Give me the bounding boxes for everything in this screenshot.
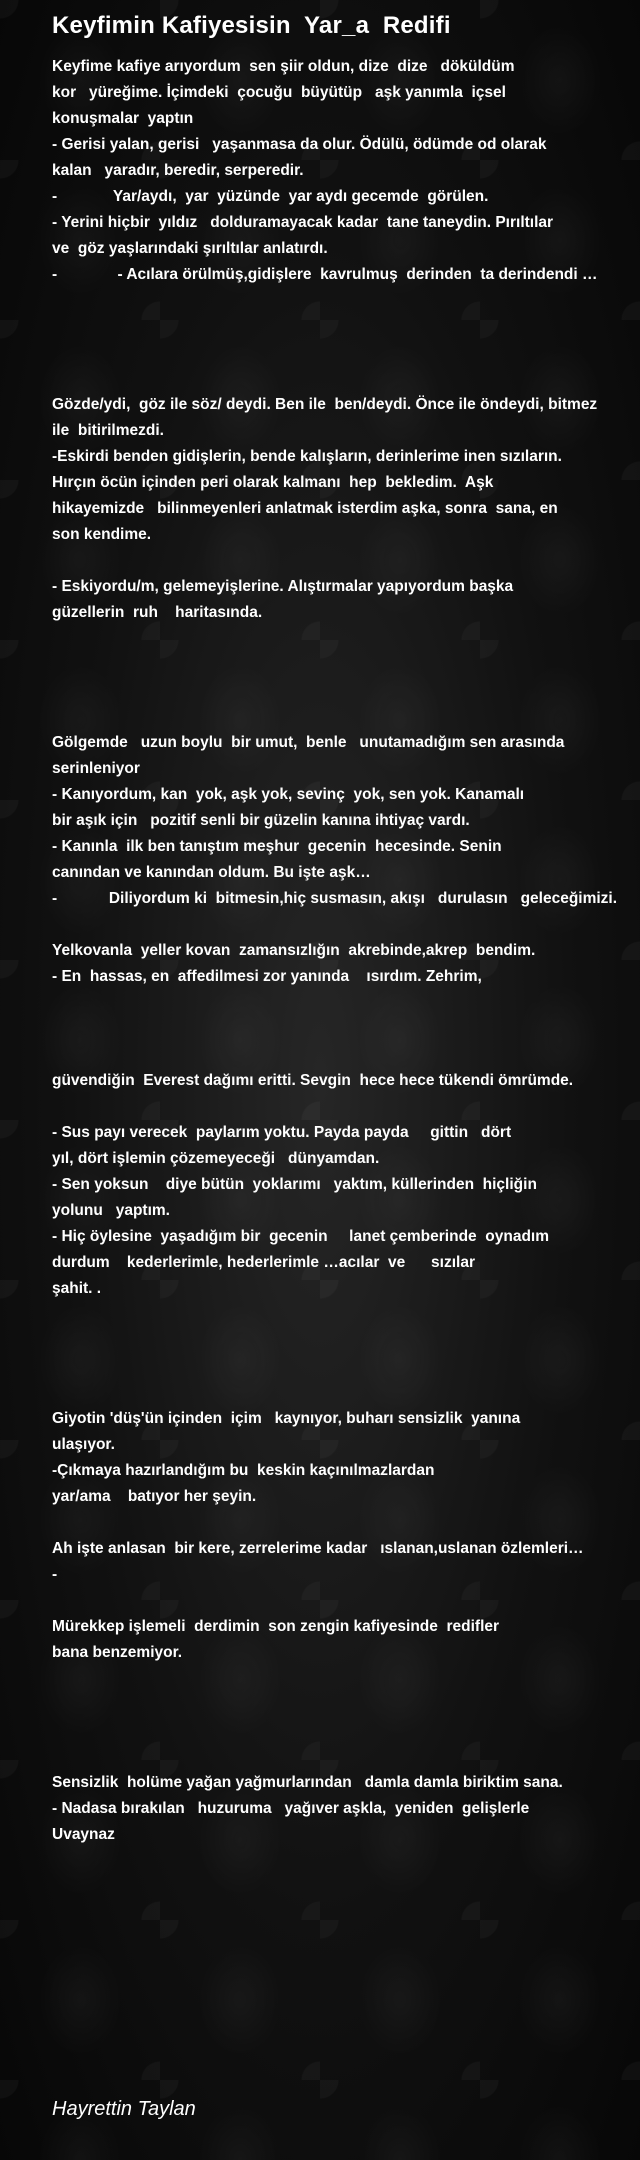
poem-line: Ah işte anlasan bir kere, zerrelerime kadar ıslanan,uslanan özlemleri…: [52, 1540, 584, 1557]
poem-line: Giyotin 'düş'ün içinden içim kaynıyor, buharı sensizlik yanına: [52, 1410, 521, 1427]
poem-line: -Çıkmaya hazırlandığım bu keskin kaçınılmazlardan: [52, 1462, 435, 1479]
poem-title: Keyfimin Kafiyesisin Yar_a Redifi: [52, 12, 451, 39]
poem-line: [52, 678, 632, 704]
poem-line: -Eskirdi benden gidişlerin, bende kalışların, derinlerime inen sızıların.: [52, 448, 562, 465]
poem-line: Mürekkep işlemeli derdimin son zengin kafiyesinde redifler: [52, 1618, 500, 1635]
poem-line: [52, 1744, 632, 1770]
poem-line: Hırçın öcün içinden peri olarak kalmanı hep bekledim. Aşk: [52, 474, 494, 491]
poem-line: - Diliyordum ki bitmesin,hiç susmasın, akışı durulasın geleceğimizi.: [52, 890, 618, 907]
poem-line: [52, 1380, 632, 1406]
poem-author: Hayrettin Taylan: [52, 2098, 196, 2120]
poem-line: ile bitirilmezdi.: [52, 422, 164, 439]
poem-line: bana benzemiyor.: [52, 1644, 183, 1661]
poem-line: - Kanıyordum, kan yok, aşk yok, sevinç yok, sen yok. Kanamalı: [52, 786, 525, 803]
poem-line: güvendiğin Everest dağımı eritti. Sevgin hece hece tükendi ömrümde.: [52, 1072, 574, 1089]
poem-line: [52, 912, 632, 938]
poem-line: [52, 1666, 632, 1692]
poem-line: - Yerini hiçbir yıldız dolduramayacak kadar tane taneydin. Pırıltılar: [52, 214, 554, 231]
poem-line: Uvaynaz: [52, 1826, 115, 1843]
poem-line: Gölgemde uzun boylu bir umut, benle unutamadığım sen arasında: [52, 734, 565, 751]
poem-line: yar/ama batıyor her şeyin.: [52, 1488, 257, 1505]
poem-line: [52, 1302, 632, 1328]
poem-line: [52, 340, 632, 366]
poem-line: - Hiç öylesine yaşadığım bir gecenin lanet çemberinde oynadım: [52, 1228, 550, 1245]
poem-line: [52, 1328, 632, 1354]
poem-line: güzellerin ruh haritasında.: [52, 604, 263, 621]
poem-line: Sensizlik holüme yağan yağmurlarından damla damla biriktim sana.: [52, 1774, 563, 1791]
poem-line: serinleniyor: [52, 760, 140, 777]
poem-line: [52, 704, 632, 730]
poem-line: canından ve kanından oldum. Bu işte aşk…: [52, 864, 371, 881]
poem-line: [52, 626, 632, 652]
poem-line: - Eskiyordu/m, gelemeyişlerine. Alıştırmalar yapıyordum başka: [52, 578, 514, 595]
poem-line: kalan yaradır, beredir, serperedir.: [52, 162, 304, 179]
poem-line: - Sus payı verecek paylarım yoktu. Payda payda gittin dört: [52, 1124, 512, 1141]
poem-line: [52, 366, 632, 392]
poem-line: -: [52, 1566, 58, 1583]
poem-line: - Nadasa bırakılan huzuruma yağıver aşkla, yeniden gelişlerle: [52, 1800, 530, 1817]
poem-line: [52, 1354, 632, 1380]
poem-line: - Sen yoksun diye bütün yoklarımı yaktım, küllerinden hiçliğin: [52, 1176, 537, 1193]
poem-line: - En hassas, en affedilmesi zor yanında ısırdım. Zehrim,: [52, 968, 482, 985]
poem-line: [52, 652, 632, 678]
poem-line: ulaşıyor.: [52, 1436, 115, 1453]
poem-line: Yelkovanla yeller kovan zamansızlığın akrebinde,akrep bendim.: [52, 942, 536, 959]
poem-line: - Gerisi yalan, gerisi yaşanmasa da olur. Ödülü, ödümde od olarak: [52, 136, 547, 153]
poem-line: [52, 314, 632, 340]
poem-line: kor yüreğime. İçimdeki çocuğu büyütüp aşk yanımla içsel: [52, 84, 506, 101]
poem-line: - Yar/aydı, yar yüzünde yar aydı gecemde görülen.: [52, 188, 489, 205]
poem-body: [52, 54, 632, 1848]
poem-line: - Kanınla ilk ben tanıştım meşhur gecenin hecesinde. Senin: [52, 838, 502, 855]
poem-line: Keyfime kafiye arıyordum sen şiir oldun, dize dize döküldüm: [52, 58, 515, 75]
poem-line: konuşmalar yaptın: [52, 110, 194, 127]
poem-line: bir aşık için pozitif senli bir güzelin kanına ihtiyaç vardı.: [52, 812, 470, 829]
poem-line: şahit. .: [52, 1280, 102, 1297]
poem-line: [52, 1588, 632, 1614]
poem-line: hikayemizde bilinmeyenleri anlatmak isterdim aşka, sonra sana, en: [52, 500, 558, 517]
poem-line: [52, 1718, 632, 1744]
poem-line: - - Acılara örülmüş,gidişlere kavrulmuş derinden ta derindendi …: [52, 266, 598, 283]
poem-line: [52, 288, 632, 314]
poem-line: [52, 548, 632, 574]
poem-line: son kendime.: [52, 526, 152, 543]
poem-line: [52, 1094, 632, 1120]
poem-line: yolunu yaptım.: [52, 1202, 170, 1219]
poem-line: yıl, dört işlemin çözemeyeceği dünyamdan.: [52, 1150, 380, 1167]
poem-line: [52, 1510, 632, 1536]
poem-line: [52, 1016, 632, 1042]
poem-line: durdum kederlerimle, hederlerimle …acılar ve sızılar: [52, 1254, 475, 1271]
poem-line: ve göz yaşlarındaki şırıltılar anlatırdı.: [52, 240, 328, 257]
poem-line: [52, 1042, 632, 1068]
poem-line: [52, 1692, 632, 1718]
poem-line: [52, 990, 632, 1016]
poem-line: Gözde/ydi, göz ile söz/ deydi. Ben ile ben/deydi. Önce ile öndeydi, bitmez: [52, 396, 598, 413]
